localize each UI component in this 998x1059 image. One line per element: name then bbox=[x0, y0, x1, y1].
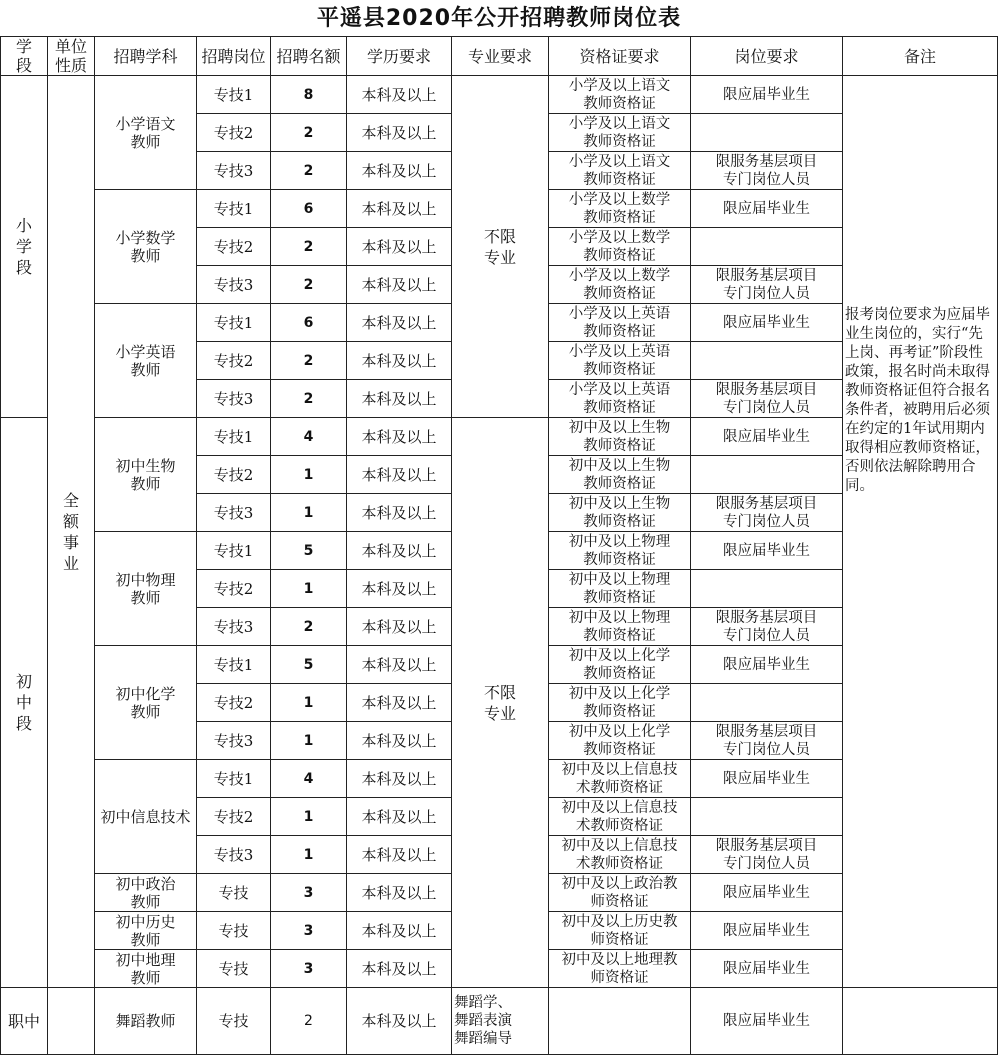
count-cell: 1 bbox=[271, 456, 347, 494]
cert-cell: 小学及以上语文 教师资格证 bbox=[549, 76, 691, 114]
requirement-cell: 限应届毕业生 bbox=[691, 950, 843, 988]
requirement-cell: 限服务基层项目 专门岗位人员 bbox=[691, 722, 843, 760]
header-post: 招聘岗位 bbox=[197, 37, 271, 76]
cert-cell: 小学及以上数学 教师资格证 bbox=[549, 190, 691, 228]
cert-cell: 小学及以上语文 教师资格证 bbox=[549, 114, 691, 152]
count-cell: 1 bbox=[271, 570, 347, 608]
count-cell: 5 bbox=[271, 532, 347, 570]
count-cell: 2 bbox=[271, 988, 347, 1055]
cert-cell: 小学及以上数学 教师资格证 bbox=[549, 228, 691, 266]
count-cell: 3 bbox=[271, 874, 347, 912]
education-cell: 本科及以上 bbox=[347, 114, 452, 152]
count-cell: 2 bbox=[271, 342, 347, 380]
education-cell: 本科及以上 bbox=[347, 456, 452, 494]
cert-cell: 初中及以上信息技 术教师资格证 bbox=[549, 798, 691, 836]
education-cell: 本科及以上 bbox=[347, 152, 452, 190]
subject-biology: 初中生物 教师 bbox=[95, 418, 197, 532]
post-cell: 专技3 bbox=[197, 608, 271, 646]
post-cell: 专技2 bbox=[197, 228, 271, 266]
post-cell: 专技 bbox=[197, 950, 271, 988]
table-row bbox=[1, 988, 998, 1055]
requirement-cell: 限应届毕业生 bbox=[691, 76, 843, 114]
count-cell: 2 bbox=[271, 228, 347, 266]
education-cell: 本科及以上 bbox=[347, 684, 452, 722]
count-cell: 5 bbox=[271, 646, 347, 684]
post-cell: 专技 bbox=[197, 912, 271, 950]
subject-chinese: 小学语文 教师 bbox=[95, 76, 197, 190]
post-cell: 专技1 bbox=[197, 532, 271, 570]
requirement-cell: 限应届毕业生 bbox=[691, 418, 843, 456]
post-cell: 专技2 bbox=[197, 456, 271, 494]
cert-cell bbox=[549, 988, 691, 1055]
post-cell: 专技3 bbox=[197, 152, 271, 190]
education-cell: 本科及以上 bbox=[347, 494, 452, 532]
cert-cell: 初中及以上政治教 师资格证 bbox=[549, 874, 691, 912]
count-cell: 6 bbox=[271, 304, 347, 342]
cert-cell: 小学及以上英语 教师资格证 bbox=[549, 304, 691, 342]
count-cell: 2 bbox=[271, 266, 347, 304]
requirement-cell: 限服务基层项目 专门岗位人员 bbox=[691, 836, 843, 874]
post-cell: 专技1 bbox=[197, 304, 271, 342]
education-cell: 本科及以上 bbox=[347, 342, 452, 380]
header-stage: 学 段 bbox=[1, 37, 48, 76]
post-cell: 专技2 bbox=[197, 114, 271, 152]
post-cell: 专技3 bbox=[197, 836, 271, 874]
post-cell: 专技3 bbox=[197, 722, 271, 760]
post-cell: 专技1 bbox=[197, 76, 271, 114]
cert-cell: 初中及以上信息技 术教师资格证 bbox=[549, 760, 691, 798]
education-cell: 本科及以上 bbox=[347, 608, 452, 646]
count-cell: 2 bbox=[271, 114, 347, 152]
count-cell: 1 bbox=[271, 836, 347, 874]
count-cell: 4 bbox=[271, 760, 347, 798]
post-cell: 专技2 bbox=[197, 570, 271, 608]
cert-cell: 小学及以上数学 教师资格证 bbox=[549, 266, 691, 304]
requirement-cell: 限应届毕业生 bbox=[691, 646, 843, 684]
requirement-cell bbox=[691, 456, 843, 494]
count-cell: 4 bbox=[271, 418, 347, 456]
post-cell: 专技1 bbox=[197, 646, 271, 684]
requirement-cell bbox=[691, 684, 843, 722]
education-cell: 本科及以上 bbox=[347, 304, 452, 342]
count-cell: 1 bbox=[271, 722, 347, 760]
requirement-cell: 限服务基层项目 专门岗位人员 bbox=[691, 494, 843, 532]
unit-type: 全 额 事 业 bbox=[48, 76, 95, 988]
header-education: 学历要求 bbox=[347, 37, 452, 76]
cert-cell: 初中及以上历史教 师资格证 bbox=[549, 912, 691, 950]
note-cell: 报考岗位要求为应届毕业生岗位的，实行“先上岗、再考证”阶段性政策，报名时尚未取得教师资格证但符合报名条件者，被聘用后必须在约定的1年试用期内取得相应教师资格证，否则依法解除聘用合同。 bbox=[843, 76, 998, 988]
count-cell: 1 bbox=[271, 798, 347, 836]
requirement-cell: 限应届毕业生 bbox=[691, 760, 843, 798]
unit-type-empty bbox=[48, 988, 95, 1055]
requirement-cell: 限服务基层项目 专门岗位人员 bbox=[691, 266, 843, 304]
post-cell: 专技2 bbox=[197, 798, 271, 836]
requirement-cell bbox=[691, 798, 843, 836]
table-row bbox=[1, 76, 998, 114]
subject-politics: 初中政治 教师 bbox=[95, 874, 197, 912]
count-cell: 2 bbox=[271, 380, 347, 418]
requirement-cell bbox=[691, 114, 843, 152]
requirement-cell: 限应届毕业生 bbox=[691, 532, 843, 570]
cert-cell: 小学及以上英语 教师资格证 bbox=[549, 380, 691, 418]
cert-cell: 初中及以上化学 教师资格证 bbox=[549, 646, 691, 684]
education-cell: 本科及以上 bbox=[347, 798, 452, 836]
requirement-cell bbox=[691, 342, 843, 380]
cert-cell: 初中及以上生物 教师资格证 bbox=[549, 456, 691, 494]
count-cell: 1 bbox=[271, 684, 347, 722]
positions-table bbox=[0, 36, 998, 1055]
education-cell: 本科及以上 bbox=[347, 266, 452, 304]
count-cell: 8 bbox=[271, 76, 347, 114]
count-cell: 3 bbox=[271, 912, 347, 950]
education-cell: 本科及以上 bbox=[347, 874, 452, 912]
subject-english: 小学英语 教师 bbox=[95, 304, 197, 418]
post-cell: 专技2 bbox=[197, 684, 271, 722]
post-cell: 专技2 bbox=[197, 342, 271, 380]
cert-cell: 初中及以上信息技 术教师资格证 bbox=[549, 836, 691, 874]
subject-geography: 初中地理 教师 bbox=[95, 950, 197, 988]
header-cert: 资格证要求 bbox=[549, 37, 691, 76]
count-cell: 2 bbox=[271, 152, 347, 190]
education-cell: 本科及以上 bbox=[347, 950, 452, 988]
subject-chemistry: 初中化学 教师 bbox=[95, 646, 197, 760]
header-major: 专业要求 bbox=[452, 37, 549, 76]
education-cell: 本科及以上 bbox=[347, 988, 452, 1055]
education-cell: 本科及以上 bbox=[347, 380, 452, 418]
header-count: 招聘名额 bbox=[271, 37, 347, 76]
education-cell: 本科及以上 bbox=[347, 228, 452, 266]
requirement-cell bbox=[691, 228, 843, 266]
subject-math: 小学数学 教师 bbox=[95, 190, 197, 304]
cert-cell: 初中及以上化学 教师资格证 bbox=[549, 722, 691, 760]
count-cell: 6 bbox=[271, 190, 347, 228]
education-cell: 本科及以上 bbox=[347, 418, 452, 456]
education-cell: 本科及以上 bbox=[347, 912, 452, 950]
education-cell: 本科及以上 bbox=[347, 760, 452, 798]
requirement-cell: 限应届毕业生 bbox=[691, 874, 843, 912]
post-cell: 专技 bbox=[197, 874, 271, 912]
requirement-cell: 限服务基层项目 专门岗位人员 bbox=[691, 380, 843, 418]
count-cell: 3 bbox=[271, 950, 347, 988]
subject-history: 初中历史 教师 bbox=[95, 912, 197, 950]
stage-primary: 小 学 段 bbox=[1, 76, 48, 418]
cert-cell: 初中及以上物理 教师资格证 bbox=[549, 608, 691, 646]
education-cell: 本科及以上 bbox=[347, 532, 452, 570]
education-cell: 本科及以上 bbox=[347, 76, 452, 114]
major-dance: 舞蹈学、 舞蹈表演 舞蹈编导 bbox=[452, 988, 549, 1055]
stage-vocational: 职中 bbox=[1, 988, 48, 1055]
post-cell: 专技 bbox=[197, 988, 271, 1055]
subject-dance: 舞蹈教师 bbox=[95, 988, 197, 1055]
cert-cell: 初中及以上物理 教师资格证 bbox=[549, 532, 691, 570]
sheet-title: 平遥县2020年公开招聘教师岗位表 bbox=[316, 6, 682, 31]
post-cell: 专技1 bbox=[197, 418, 271, 456]
education-cell: 本科及以上 bbox=[347, 190, 452, 228]
requirement-cell: 限应届毕业生 bbox=[691, 912, 843, 950]
cert-cell: 初中及以上物理 教师资格证 bbox=[549, 570, 691, 608]
header-note: 备注 bbox=[843, 37, 998, 76]
count-cell: 1 bbox=[271, 494, 347, 532]
cert-cell: 初中及以上地理教 师资格证 bbox=[549, 950, 691, 988]
header-row bbox=[1, 37, 998, 76]
subject-it: 初中信息技术 bbox=[95, 760, 197, 874]
requirement-cell: 限应届毕业生 bbox=[691, 190, 843, 228]
subject-physics: 初中物理 教师 bbox=[95, 532, 197, 646]
requirement-cell: 限应届毕业生 bbox=[691, 304, 843, 342]
cert-cell: 小学及以上语文 教师资格证 bbox=[549, 152, 691, 190]
cert-cell: 初中及以上生物 教师资格证 bbox=[549, 418, 691, 456]
education-cell: 本科及以上 bbox=[347, 722, 452, 760]
header-subject: 招聘学科 bbox=[95, 37, 197, 76]
cert-cell: 小学及以上英语 教师资格证 bbox=[549, 342, 691, 380]
requirement-cell: 限应届毕业生 bbox=[691, 988, 843, 1055]
education-cell: 本科及以上 bbox=[347, 836, 452, 874]
cert-cell: 初中及以上化学 教师资格证 bbox=[549, 684, 691, 722]
education-cell: 本科及以上 bbox=[347, 646, 452, 684]
post-cell: 专技3 bbox=[197, 380, 271, 418]
cert-cell: 初中及以上生物 教师资格证 bbox=[549, 494, 691, 532]
major-primary: 不限 专业 bbox=[452, 76, 549, 418]
post-cell: 专技3 bbox=[197, 266, 271, 304]
education-cell: 本科及以上 bbox=[347, 570, 452, 608]
stage-junior: 初 中 段 bbox=[1, 418, 48, 988]
header-requirement: 岗位要求 bbox=[691, 37, 843, 76]
post-cell: 专技1 bbox=[197, 190, 271, 228]
requirement-cell: 限服务基层项目 专门岗位人员 bbox=[691, 608, 843, 646]
header-unit: 单位 性质 bbox=[48, 37, 95, 76]
table-body bbox=[1, 76, 998, 1055]
note-empty bbox=[843, 988, 998, 1055]
requirement-cell bbox=[691, 570, 843, 608]
post-cell: 专技1 bbox=[197, 760, 271, 798]
requirement-cell: 限服务基层项目 专门岗位人员 bbox=[691, 152, 843, 190]
count-cell: 2 bbox=[271, 608, 347, 646]
post-cell: 专技3 bbox=[197, 494, 271, 532]
major-junior: 不限 专业 bbox=[452, 418, 549, 988]
